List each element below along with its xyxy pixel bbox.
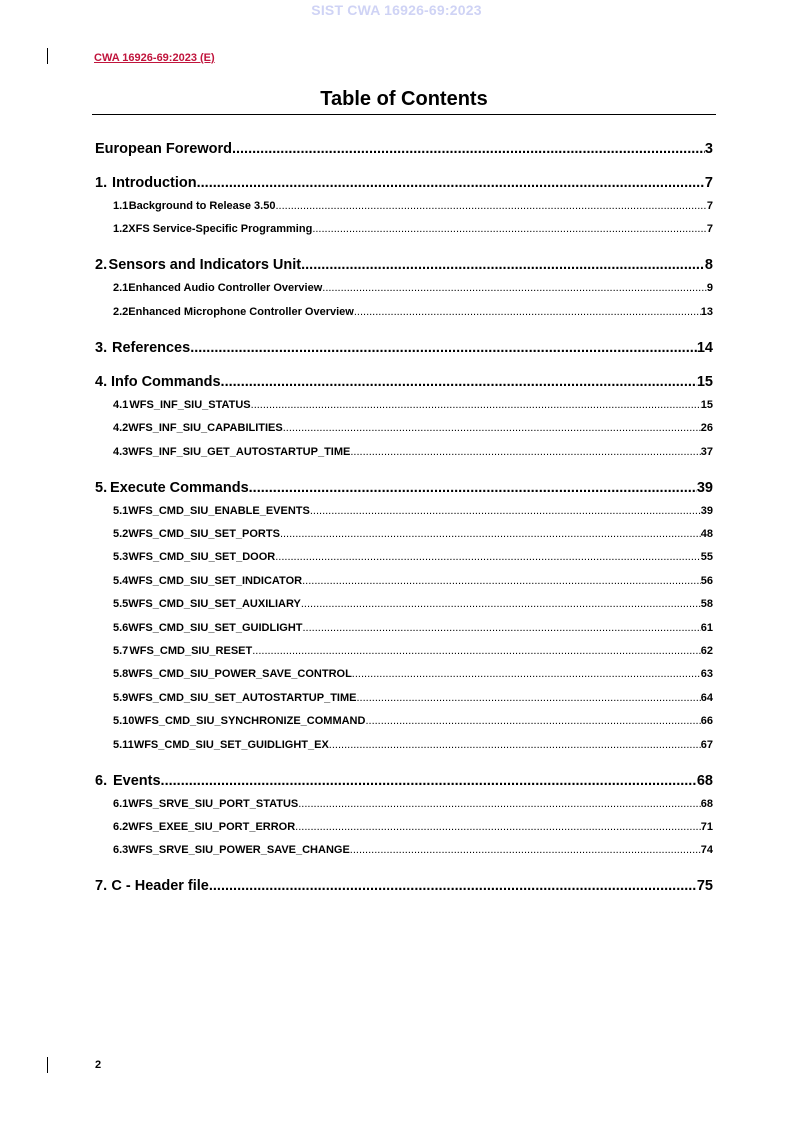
toc-leader-dots <box>280 528 701 540</box>
toc-entry-label: WFS_INF_SIU_STATUS <box>129 398 251 411</box>
toc-entry[interactable] <box>95 528 713 540</box>
toc-entry-label: WFS_CMD_SIU_ENABLE_EVENTS <box>128 504 310 517</box>
toc-leader-dots <box>301 257 705 273</box>
toc-entry[interactable] <box>95 798 713 810</box>
toc-entry-number: 4.1 <box>113 398 129 411</box>
toc-entry-page: 61 <box>700 621 713 634</box>
toc-entry[interactable] <box>95 374 713 390</box>
toc-entry-number: 6.3 <box>113 844 129 857</box>
toc-leader-dots <box>295 821 701 833</box>
toc-leader-dots <box>275 200 706 212</box>
toc-entry[interactable] <box>95 622 713 634</box>
toc-leader-dots <box>350 844 701 856</box>
toc-entry[interactable] <box>95 773 713 789</box>
toc-entry-number: 5.9 <box>113 691 129 704</box>
toc-entry-number: 5.2 <box>113 528 129 540</box>
toc-entry[interactable] <box>95 480 713 496</box>
toc-entry[interactable] <box>95 399 713 411</box>
toc-entry-number: 6.1 <box>113 797 129 810</box>
toc-leader-dots <box>232 141 705 157</box>
toc-entry-page: 75 <box>696 878 713 895</box>
toc-entry[interactable] <box>95 200 713 212</box>
toc-entry-label: WFS_INF_SIU_GET_AUTOSTARTUP_TIME <box>128 445 351 458</box>
toc-entry-page: 15 <box>700 398 713 411</box>
toc-entry-label: Execute Commands <box>110 479 249 496</box>
toc-entry-page: 13 <box>700 305 713 318</box>
toc-entry-page: 48 <box>700 528 713 540</box>
toc-entry-label: XFS Service-Specific Programming <box>128 223 313 236</box>
toc-entry[interactable] <box>95 175 713 191</box>
toc-entry-page: 37 <box>700 445 713 458</box>
toc-entry-page: 64 <box>700 691 713 704</box>
toc-entry-page: 71 <box>700 821 713 833</box>
toc-entry-number: 5.11 <box>113 738 134 751</box>
toc-entry[interactable] <box>95 821 713 833</box>
toc-entry[interactable] <box>95 551 713 563</box>
toc-entry-label: WFS_EXEE_SIU_PORT_ERROR <box>128 821 296 833</box>
toc-entry-label: Introduction <box>112 175 197 191</box>
toc-entry[interactable] <box>95 668 713 680</box>
toc-entry-label: WFS_CMD_SIU_POWER_SAVE_CONTROL <box>128 668 352 681</box>
toc-entry-label: WFS_SRVE_SIU_PORT_STATUS <box>128 797 299 810</box>
toc-entry[interactable] <box>95 844 713 856</box>
toc-entry-label: Sensors and Indicators Unit <box>108 257 302 274</box>
toc-entry[interactable] <box>95 878 713 894</box>
toc-leader-dots <box>249 480 697 496</box>
toc-entry-page: 7 <box>704 175 713 191</box>
toc-entry-page: 66 <box>700 715 713 728</box>
toc-entry-label: WFS_CMD_SIU_SET_AUTOSTARTUP_TIME <box>128 691 357 704</box>
toc-entry-page: 74 <box>700 844 713 857</box>
toc-entry-label: References <box>112 339 191 356</box>
toc-entry-page: 39 <box>700 504 713 517</box>
toc-entry-label: WFS_CMD_SIU_SET_GUIDLIGHT <box>128 621 303 634</box>
toc-entry[interactable] <box>95 340 713 356</box>
toc-entry[interactable] <box>95 505 713 517</box>
toc-entry-number: 5.1 <box>113 504 129 517</box>
toc-entry-label: Background to Release 3.50 <box>128 200 276 212</box>
toc-entry-number: 5.6 <box>113 621 129 634</box>
toc-entry-page: 62 <box>700 645 713 657</box>
toc-entry-page: 9 <box>706 282 713 295</box>
toc-entry[interactable] <box>95 282 713 294</box>
toc-entry-number: 1.1 <box>113 200 129 212</box>
change-bar-bottom <box>47 1057 48 1073</box>
toc-entry-page: 8 <box>704 257 713 274</box>
toc-entry-page: 55 <box>700 551 713 564</box>
toc-leader-dots <box>190 340 697 356</box>
toc-leader-dots <box>209 878 697 894</box>
page-number: 2 <box>95 1059 102 1071</box>
toc-entry[interactable] <box>95 306 713 318</box>
toc-entry-label: WFS_SRVE_SIU_POWER_SAVE_CHANGE <box>128 844 350 857</box>
toc-leader-dots <box>275 551 701 563</box>
toc-entry[interactable] <box>95 598 713 610</box>
toc-entry-number: 2. <box>95 257 108 274</box>
toc-entry-number: 6.2 <box>113 821 129 833</box>
toc-entry-number: 5. <box>95 479 108 496</box>
toc-entry[interactable] <box>95 422 713 434</box>
toc-entry-page: 67 <box>700 738 713 751</box>
toc-entry-label: WFS_CMD_SIU_SYNCHRONIZE_COMMAND <box>134 715 366 728</box>
toc-entry-page: 14 <box>696 339 713 356</box>
toc-entry-number: 5.3 <box>113 551 129 564</box>
toc-entry-label: Events <box>112 772 161 789</box>
toc-leader-dots <box>161 773 697 789</box>
toc-leader-dots <box>252 645 701 657</box>
toc-entry-label: Info Commands <box>110 373 221 390</box>
toc-leader-dots <box>356 692 700 704</box>
watermark-text: SIST CWA 16926-69:2023 <box>311 2 482 18</box>
toc-entry-label: C - Header file <box>111 878 209 895</box>
toc-leader-dots <box>283 422 701 434</box>
toc-entry[interactable] <box>95 141 713 157</box>
toc-entry[interactable] <box>95 446 713 458</box>
toc-leader-dots <box>302 622 700 634</box>
toc-leader-dots <box>312 223 707 235</box>
toc-leader-dots <box>350 446 700 458</box>
toc-title: Table of Contents <box>320 88 488 110</box>
toc-entry-label: WFS_CMD_SIU_SET_AUXILIARY <box>128 598 301 611</box>
toc-entry-page: 15 <box>696 373 713 390</box>
toc-entry[interactable] <box>95 257 713 273</box>
toc-leader-dots <box>221 374 697 390</box>
toc-entry-label: Enhanced Microphone Controller Overview <box>128 305 354 318</box>
toc-leader-dots <box>365 715 700 727</box>
toc-entry-number: 5.5 <box>113 598 129 611</box>
toc-entry-label: WFS_CMD_SIU_SET_PORTS <box>128 528 280 540</box>
toc-entry-number: 3. <box>95 339 108 356</box>
toc-leader-dots <box>354 306 701 318</box>
toc-entry-label: WFS_CMD_SIU_SET_INDICATOR <box>128 574 303 587</box>
title-divider <box>92 114 716 115</box>
toc-entry-label: WFS_CMD_SIU_RESET <box>129 645 253 657</box>
toc-entry-number: 4.3 <box>113 445 129 458</box>
toc-entry-number: 1. <box>95 175 108 191</box>
toc-entry[interactable] <box>95 692 713 704</box>
toc-entry[interactable] <box>95 645 713 657</box>
toc-entry-page: 3 <box>704 141 713 157</box>
document-reference-link[interactable]: CWA 16926-69:2023 (E) <box>94 52 215 64</box>
toc-entry-number: 7. <box>95 878 108 895</box>
toc-leader-dots <box>322 282 707 294</box>
toc-entry-label: WFS_INF_SIU_CAPABILITIES <box>128 422 283 435</box>
toc-leader-dots <box>251 399 701 411</box>
toc-entry-page: 58 <box>700 598 713 611</box>
toc-entry-label: Enhanced Audio Controller Overview <box>128 282 323 295</box>
toc-entry[interactable] <box>95 739 713 751</box>
toc-leader-dots <box>310 505 701 517</box>
toc-entry-label: European Foreword <box>95 141 232 157</box>
toc-leader-dots <box>301 598 701 610</box>
toc-entry[interactable] <box>95 223 713 235</box>
toc-entry-number: 4.2 <box>113 422 129 435</box>
toc-entry-label: WFS_CMD_SIU_SET_DOOR <box>128 551 276 564</box>
toc-leader-dots <box>329 739 701 751</box>
toc-entry-page: 63 <box>700 668 713 681</box>
toc-entry-page: 7 <box>706 223 713 236</box>
toc-entry[interactable] <box>95 575 713 587</box>
toc-leader-dots <box>298 798 701 810</box>
toc-entry-page: 56 <box>700 574 713 587</box>
toc-leader-dots <box>302 575 701 587</box>
toc-entry-number: 4. <box>95 373 108 390</box>
toc-entry-page: 39 <box>696 479 713 496</box>
toc-entry-number: 2.2 <box>113 305 129 318</box>
toc-entry-number: 5.7 <box>113 645 129 657</box>
toc-entry-number: 5.4 <box>113 574 129 587</box>
toc-entry-number: 5.8 <box>113 668 129 681</box>
change-bar-top <box>47 48 48 64</box>
toc-entry-page: 68 <box>700 797 713 810</box>
toc-entry-page: 7 <box>706 200 713 212</box>
toc-leader-dots <box>197 175 705 191</box>
toc-entry-page: 26 <box>700 422 713 435</box>
toc-entry-number: 6. <box>95 772 108 789</box>
toc-entry-number: 2.1 <box>113 282 129 295</box>
toc-leader-dots <box>352 668 701 680</box>
toc-entry[interactable] <box>95 715 713 727</box>
toc-entry-number: 1.2 <box>113 223 129 236</box>
toc-entry-label: WFS_CMD_SIU_SET_GUIDLIGHT_EX <box>133 738 329 751</box>
toc-entry-page: 68 <box>696 772 713 789</box>
toc-entry-number: 5.10 <box>113 715 135 728</box>
